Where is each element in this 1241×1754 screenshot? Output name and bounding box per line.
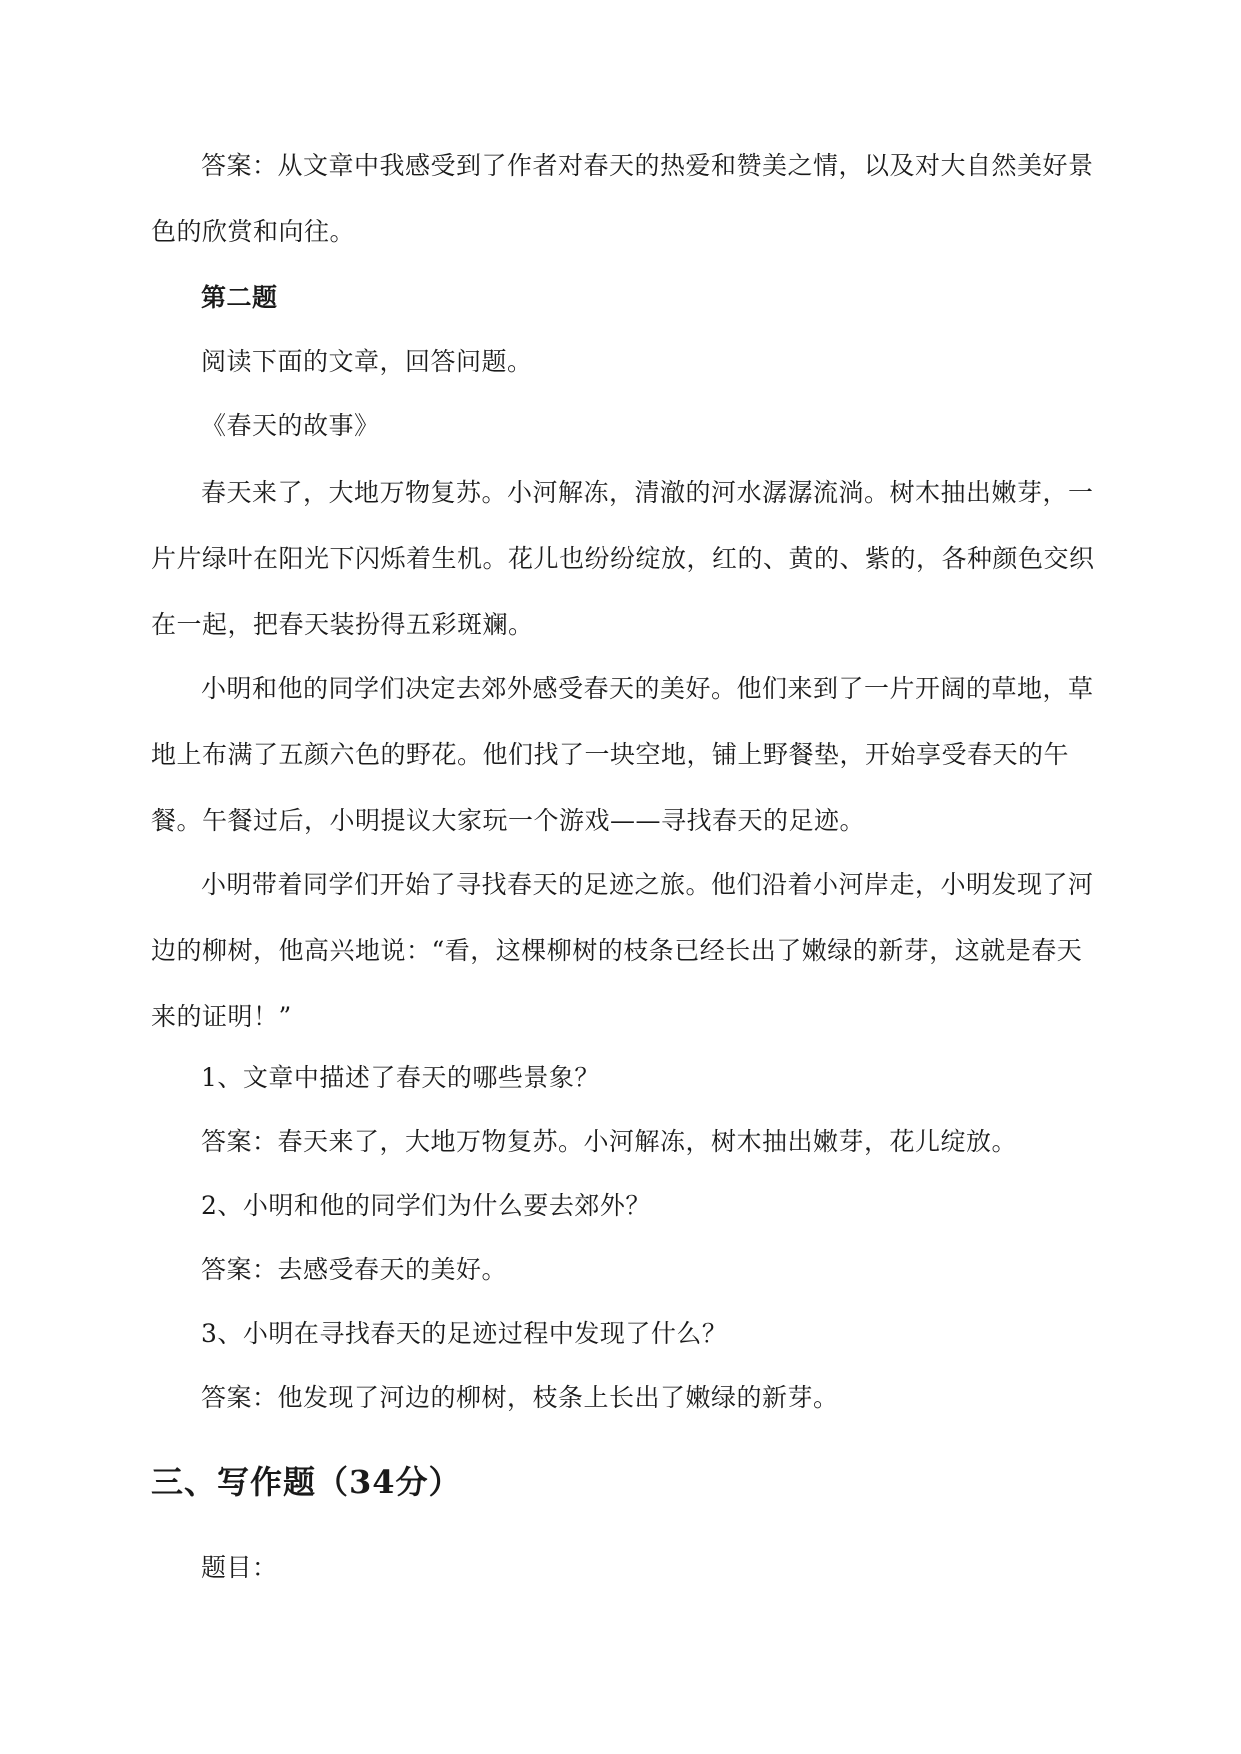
story-title: 《春天的故事》 [201,411,380,440]
story-paragraph-1: 春天来了，大地万物复苏。小河解冻，清澈的河水潺潺流淌。树木抽出嫩芽，一片片绿叶在阳光下闪烁着生机。花儿也纷纷绽放，红的、黄的、紫的，各种颜色交织在一起，把春天装扮得五彩斑斓。 [151,478,1095,639]
answer-paragraph: 答案：从文章中我感受到了作者对春天的热爱和赞美之情，以及对大自然美好景色的欣赏和向往。 [151,151,1094,246]
story-paragraph-2: 小明和他的同学们决定去郊外感受春天的美好。他们来到了一片开阔的草地，草地上布满了五颜六色的野花。他们找了一块空地，铺上野餐垫，开始享受春天的午餐。午餐过后，小明提议大家玩一个游戏——寻找春天的足迹。 [151,674,1094,835]
topic-label: 题目： [201,1553,278,1582]
question-2: 2、小明和他的同学们为什么要去郊外？ [201,1191,651,1220]
answer-1: 答案：春天来了，大地万物复苏。小河解冻，树木抽出嫩芽，花儿绽放。 [201,1127,1018,1156]
answer-2: 答案：去感受春天的美好。 [201,1255,508,1284]
question-two-heading: 第二题 [201,283,278,312]
section-three-heading: 三、写作题（34分） [151,1463,462,1501]
answer-3: 答案：他发现了河边的柳树，枝条上长出了嫩绿的新芽。 [201,1383,839,1412]
reading-instruction: 阅读下面的文章，回答问题。 [201,347,533,376]
question-1: 1、文章中描述了春天的哪些景象？ [201,1063,600,1092]
question-3: 3、小明在寻找春天的足迹过程中发现了什么？ [201,1319,728,1348]
story-paragraph-3: 小明带着同学们开始了寻找春天的足迹之旅。他们沿着小河岸走，小明发现了河边的柳树，他高兴地说：“看，这棵柳树的枝条已经长出了嫩绿的新芽，这就是春天来的证明！” [151,870,1094,1031]
